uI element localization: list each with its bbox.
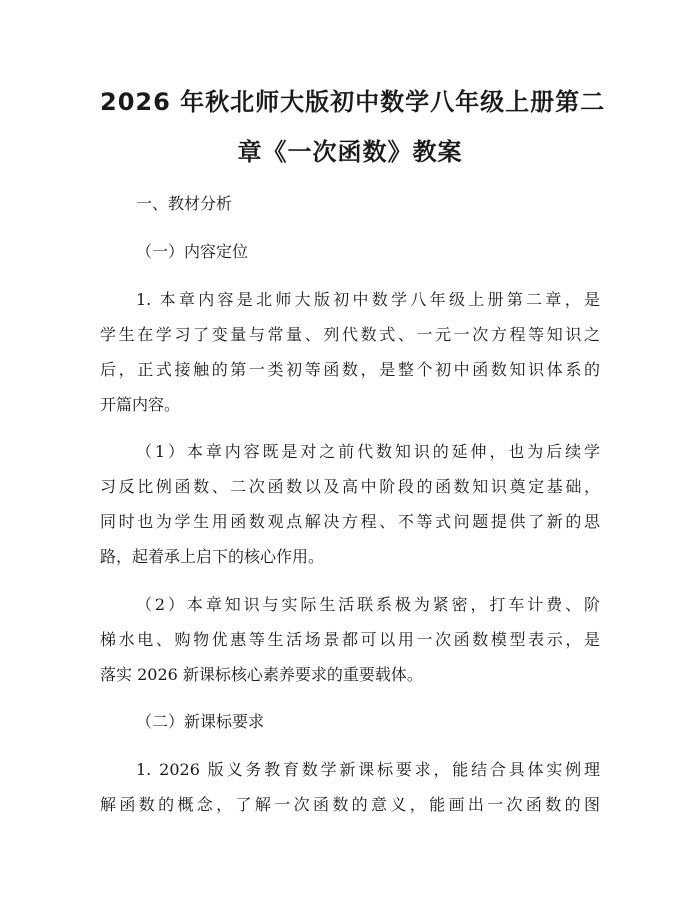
paragraph-line: 梯水电、购物优惠等生活场景都可以用一次函数模型表示，是 [100,630,600,649]
paragraph-line: 开篇内容。 [100,395,181,414]
paragraph-line: 1. 本章内容是北师大版初中数学八年级上册第二章，是 [136,290,600,309]
paragraph-line: （2）本章知识与实际生活联系极为紧密，打车计费、阶 [136,595,600,614]
document-title-line-1: 2026 年秋北师大版初中数学八年级上册第二 [100,88,606,116]
paragraph-line: （1）本章内容既是对之前代数知识的延伸，也为后续学 [136,442,600,461]
document-title-line-2: 章《一次函数》教案 [237,138,463,166]
paragraph-line: 同时也为学生用函数观点解决方程、不等式问题提供了新的思 [100,512,600,531]
paragraph-line: 解函数的概念，了解一次函数的意义，能画出一次函数的图 [100,795,600,814]
paragraph-line: 落实 2026 新课标核心素养要求的重要载体。 [100,665,423,684]
paragraph-line: 路，起着承上启下的核心作用。 [100,547,325,566]
subsection-heading-content-positioning: （一）内容定位 [136,242,249,261]
paragraph-line: 后，正式接触的第一类初等函数，是整个初中函数知识体系的 [100,360,600,379]
paragraph-line: 习反比例函数、二次函数以及高中阶段的函数知识奠定基础， [100,477,600,496]
paragraph-line: 学生在学习了变量与常量、列代数式、一元一次方程等知识之 [100,325,600,344]
section-heading-textbook-analysis: 一、教材分析 [136,194,233,213]
paragraph-line: 1. 2026 版义务教育数学新课标要求，能结合具体实例理 [136,760,600,779]
subsection-heading-curriculum-requirements: （二）新课标要求 [136,712,265,731]
